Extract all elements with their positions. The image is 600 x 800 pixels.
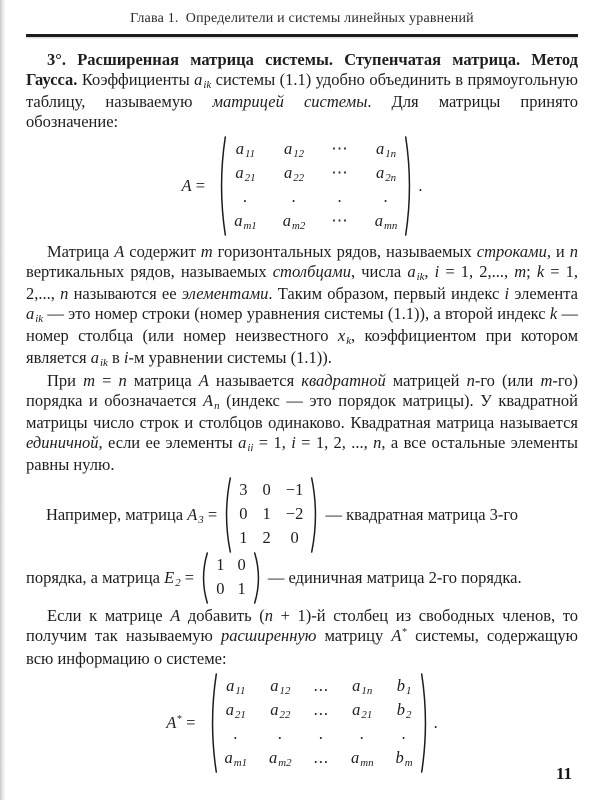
text-run: Например, матрица — [46, 504, 188, 524]
matrix-cell: a1n — [352, 676, 373, 698]
matrix-cell: a22 — [283, 163, 305, 185]
matrix-cell: a1n — [375, 139, 397, 161]
matrix-cell: amn — [350, 748, 374, 770]
matrix-cell: a21 — [352, 700, 373, 722]
text-run: — номер столбца (или номер неизвестного — [26, 303, 579, 345]
trailing-period: . — [418, 175, 423, 195]
matrix-cell: . — [337, 187, 343, 207]
matrix-cell: 1 — [216, 555, 225, 575]
text-run: m — [514, 261, 527, 281]
text-run: элемента — [509, 283, 578, 303]
math-token: aik — [407, 261, 425, 283]
text-run: = — [95, 370, 119, 390]
matrix-cell: . — [401, 724, 407, 744]
matrix-cell: 0 — [262, 480, 271, 500]
matrix-cell: 1 — [237, 579, 246, 599]
matrix-cell: . — [383, 187, 389, 207]
matrix-cell: am2 — [269, 748, 292, 770]
example-2-lead — [26, 568, 198, 588]
text-run: , — [424, 261, 435, 281]
text-run: m — [83, 370, 95, 390]
matrix-grid — [232, 479, 310, 551]
matrix-cell: 1 — [262, 504, 271, 524]
running-header — [26, 11, 578, 37]
matrix-cell: am1 — [224, 748, 248, 770]
math-token: xk — [337, 325, 352, 347]
example-1-lead — [46, 505, 221, 525]
text-run: горизонтальных рядов, называемых — [212, 241, 477, 261]
matrix-a3 — [221, 476, 321, 554]
text-run: , и — [546, 241, 570, 261]
matrix-cell: 3 — [239, 480, 248, 500]
text-run: в — [107, 347, 124, 367]
text-run: n — [466, 370, 475, 390]
matrix-a — [26, 135, 578, 237]
page-number: 11 — [555, 764, 572, 783]
matrix-cell: . — [318, 724, 324, 744]
open-paren — [216, 135, 227, 237]
paragraph-matrix-description — [26, 242, 578, 370]
text-run: Матрица — [47, 241, 115, 261]
text-run: Если к матрице — [47, 605, 171, 625]
paragraph-square-matrix — [26, 371, 578, 475]
matrix-cell: ⋯ — [331, 139, 349, 159]
text-run: . Таким образом, первый индекс — [268, 283, 505, 303]
text-run: i — [504, 283, 510, 303]
matrix-cell: . — [233, 724, 239, 744]
matrix-cell: ⋯ — [331, 163, 349, 183]
text-run: . Для матрицы принято обозначение: — [26, 91, 578, 131]
open-paren — [198, 551, 209, 605]
text-run: ; — [526, 261, 537, 281]
math-token: E2 — [164, 567, 181, 589]
matrix-cell: . — [277, 724, 283, 744]
scan-edge-shadow — [0, 0, 6, 800]
matrix-cell: 0 — [216, 579, 225, 599]
matrix-cell: a21 — [225, 700, 246, 722]
text-run: n — [60, 283, 69, 303]
text-run: 3°. Расширенная матрица системы. Ступенчатая матрица. Метод Гаусса. — [26, 49, 578, 89]
text-run: называются ее — [68, 283, 182, 303]
matrix-cell: a22 — [270, 700, 291, 722]
example-2-tail — [264, 568, 522, 588]
text-run: — единичная матрица 2-го порядка. — [263, 567, 522, 587]
text-run: = — [180, 567, 199, 587]
math-token: aik — [26, 303, 44, 325]
matrix-cell: a12 — [270, 676, 291, 698]
math-token: aik — [194, 69, 212, 91]
text-run: A — [198, 370, 209, 390]
text-run: называется — [208, 370, 302, 390]
text-run: добавить ( — [180, 605, 265, 625]
matrix-cell: ... — [313, 676, 329, 696]
text-run: вертикальных рядов, называемых — [26, 261, 273, 281]
text-run: строками — [476, 241, 547, 261]
math-token: aik — [90, 347, 108, 369]
open-paren — [207, 672, 218, 774]
text-run: квадратной — [301, 370, 386, 390]
matrix-grid — [218, 675, 420, 771]
text-run: При — [47, 370, 84, 390]
math-token: A* — [391, 625, 408, 645]
text-run: k — [549, 303, 558, 323]
text-run: k — [536, 261, 545, 281]
matrix-cell: −1 — [285, 480, 304, 500]
matrix-cell: . — [242, 187, 249, 207]
text-run: , коэффициентом при котором является — [26, 325, 579, 367]
math-token: A* — [166, 712, 182, 732]
header-rule — [26, 34, 578, 37]
text-run: A — [170, 605, 181, 625]
math-token: aii — [238, 432, 254, 454]
matrix-e2 — [198, 551, 264, 605]
math-token: An — [203, 390, 220, 412]
text-run: порядка, а матрица — [26, 567, 165, 587]
example-line-2 — [26, 551, 578, 605]
matrix-cell: ... — [313, 748, 329, 768]
matrix-cell: a11 — [226, 676, 246, 698]
text-run: , числа — [350, 261, 408, 281]
text-run: n — [118, 370, 127, 390]
matrix-cell: 0 — [239, 504, 248, 524]
text-run: столбцами — [272, 261, 351, 281]
paragraph-intro — [26, 50, 578, 132]
paragraph-extended-matrix — [26, 606, 578, 669]
text-run: элементами — [181, 283, 269, 303]
text-run: = — [203, 504, 222, 524]
matrix-cell: am1 — [234, 211, 257, 233]
matrix-cell: b1 — [396, 676, 412, 698]
matrix-cell: −2 — [285, 504, 304, 524]
text-run: i — [434, 261, 440, 281]
text-run: — это номер строки (номер уравнения системы (1.1)), а второй индекс — [43, 303, 550, 323]
text-run: -м уравнении системы (1.1)). — [128, 347, 332, 367]
text-run: = 1, 2,..., — [439, 261, 515, 281]
text-run: матрицей — [385, 370, 467, 390]
text-run: = — [191, 175, 210, 195]
matrix-cell: amn — [374, 211, 398, 233]
close-paren — [310, 476, 321, 554]
text-run: = 1, — [253, 432, 292, 452]
text-run: системы (1.1) удобно объединить в прямоугольную таблицу, называемую — [26, 69, 578, 111]
matrix-cell: ⋯ — [331, 211, 349, 231]
text-run: m — [200, 241, 213, 261]
matrix-cell: 0 — [290, 528, 299, 548]
matrix-cell: ... — [313, 700, 329, 720]
text-run: содержит — [124, 241, 201, 261]
matrix-cell: a21 — [235, 163, 256, 185]
matrix-cell: am2 — [282, 211, 306, 233]
text-run: n — [264, 605, 273, 625]
matrix-label — [182, 176, 210, 196]
text-run: A — [114, 241, 125, 261]
open-paren — [221, 476, 232, 554]
matrix-a-star — [26, 672, 578, 774]
text-run: -го (или — [474, 370, 541, 390]
text-run: системы, содержащую всю информацию о системе: — [26, 625, 578, 668]
text-run: = — [181, 712, 200, 732]
close-paren — [253, 551, 264, 605]
text-run: , а все остальные элементы равны нулю. — [26, 432, 578, 474]
text-run: матрица — [126, 370, 199, 390]
close-paren — [404, 135, 415, 237]
chapter-header: Глава 1. Определители и системы линейных уравнений — [130, 11, 474, 26]
text-run: + 1)-й столбец из свободных членов, то получим так называемую — [26, 605, 579, 645]
example-1-tail — [321, 505, 518, 525]
text-run: (индекс — это порядок матрицы). У квадратной матрицы число строк и столбцов одинаково. Квадратная матрица называется — [26, 390, 578, 432]
text-run: матрицу — [316, 625, 392, 645]
text-run: Коэффициенты — [81, 69, 195, 89]
text-run: m — [540, 370, 553, 390]
math-token: A3 — [187, 504, 204, 526]
matrix-cell: . — [291, 187, 297, 207]
matrix-cell: 1 — [239, 528, 248, 548]
matrix-cell: a12 — [283, 139, 305, 161]
matrix-cell: b2 — [396, 700, 412, 722]
text-run: матрицей системы — [212, 91, 368, 111]
text-run: — квадратная матрица 3-го — [321, 504, 518, 524]
matrix-grid — [227, 138, 404, 234]
text-run: A — [181, 175, 192, 195]
matrix-cell: 0 — [237, 555, 246, 575]
text-run: = 1, 2, ..., — [295, 432, 374, 452]
matrix-cell: 2 — [262, 528, 271, 548]
matrix-cell: a11 — [235, 139, 256, 161]
text-run: i — [291, 432, 296, 452]
matrix-grid — [209, 554, 253, 602]
text-run: = 1, 2,..., — [26, 261, 579, 303]
matrix-cell: bm — [395, 748, 413, 770]
text-run: -го) порядка и обозначается — [26, 370, 578, 410]
example-line-1 — [26, 476, 578, 554]
text-run: единичной — [26, 432, 99, 452]
matrix-cell: . — [359, 724, 365, 744]
text-run: n — [373, 432, 382, 452]
matrix-label — [166, 713, 199, 733]
text-run: расширенную — [220, 625, 317, 645]
trailing-period: . — [433, 712, 438, 732]
close-paren — [420, 672, 431, 774]
text-run: i — [123, 347, 129, 367]
text-run: n — [569, 241, 578, 261]
matrix-cell: a2n — [375, 163, 397, 185]
text-run: , если ее элементы — [98, 432, 239, 452]
